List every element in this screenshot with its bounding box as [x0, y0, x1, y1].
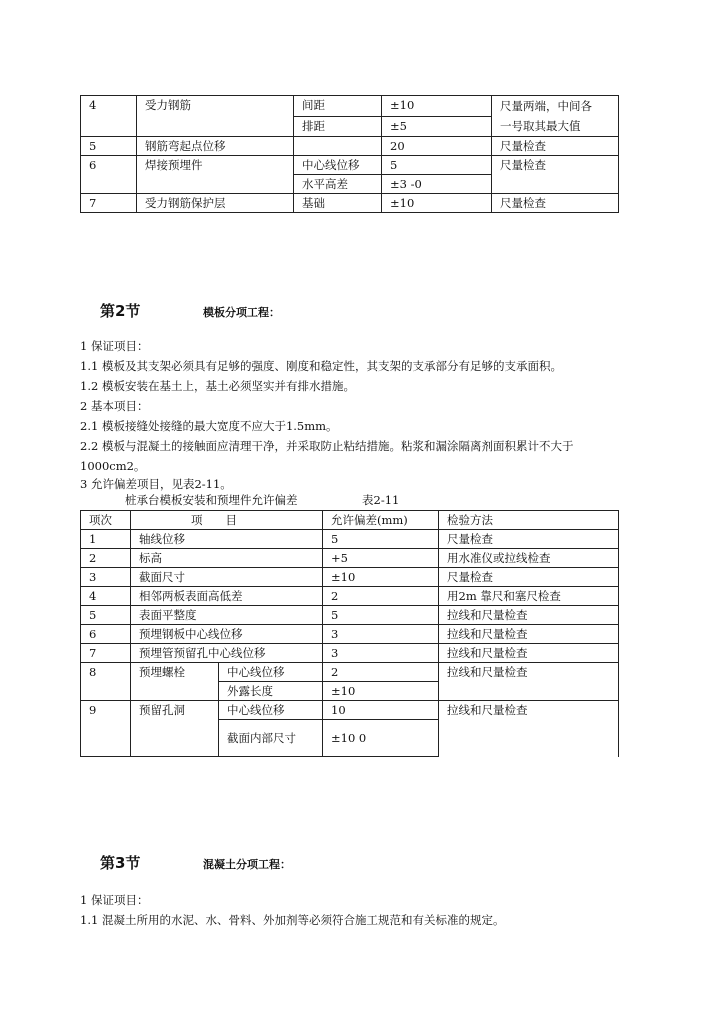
header-cell: 项次	[81, 511, 131, 530]
table-row	[81, 568, 619, 587]
method-line-2: 一号取其最大值	[500, 119, 581, 133]
header-cell: 项 目	[131, 511, 323, 530]
table-cell: 标高	[131, 549, 323, 568]
table-cell: 间距	[294, 96, 382, 117]
paragraph: 1 保证项目：	[80, 339, 149, 353]
table-cell: 7	[81, 644, 131, 663]
table-row	[81, 701, 619, 720]
table-cell: 用水准仪或拉线检查	[439, 549, 619, 568]
table-cell: 用2m 靠尺和塞尺检查	[439, 587, 619, 606]
table-cell: 5	[81, 606, 131, 625]
section-3-number: 第3节	[100, 854, 141, 872]
table-cell: 尺量检查	[492, 156, 619, 194]
table-cell: 6	[81, 625, 131, 644]
table-cell: 截面尺寸	[131, 568, 323, 587]
table-cell: 中心线位移	[294, 156, 382, 175]
paragraph: 3 允许偏差项目，见表2-11。	[80, 477, 232, 491]
table-cell: 截面内部尺寸	[219, 720, 323, 757]
table-cell: 5	[81, 137, 137, 156]
table-row	[81, 625, 619, 644]
table-cell: 6	[81, 156, 137, 194]
table-cell: 表面平整度	[131, 606, 323, 625]
table-cell: 7	[81, 194, 137, 213]
table-cell: 轴线位移	[131, 530, 323, 549]
table-cell: 5	[382, 156, 492, 175]
table-row	[81, 587, 619, 606]
table-header-row	[81, 511, 619, 530]
table-cell: 基础	[294, 194, 382, 213]
paragraph: 1 保证项目：	[80, 893, 149, 907]
table-cell: 预埋螺栓	[131, 663, 219, 701]
table-cell	[492, 96, 619, 137]
table-cell: 拉线和尺量检查	[439, 644, 619, 663]
table-cell: 尺量检查	[439, 530, 619, 549]
header-cell: 检验方法	[439, 511, 619, 530]
table-row	[81, 156, 619, 175]
table-cell: 预埋管预留孔中心线位移	[131, 644, 323, 663]
table-cell: ±10	[382, 194, 492, 213]
paragraph: 1.2 模板安装在基土上，基土必须坚实并有排水措施。	[80, 379, 355, 393]
steel-tolerance-table	[80, 95, 619, 213]
table-cell: 3	[323, 644, 439, 663]
paragraph: 2 基本项目：	[80, 399, 149, 413]
table-cell: 拉线和尺量检查	[439, 663, 619, 701]
table-caption-number: 表2-11	[362, 493, 400, 507]
paragraph: 2.1 模板接缝处接缝的最大宽度不应大于1.5mm。	[80, 419, 338, 433]
method-line-1: 尺量两端，中间各	[500, 99, 592, 113]
table-cell: 8	[81, 663, 131, 701]
paragraph: 1000cm2。	[80, 459, 146, 473]
header-cell: 允许偏差(mm)	[323, 511, 439, 530]
table-cell: ±10	[323, 682, 439, 701]
table-cell: 4	[81, 96, 137, 137]
table-cell: 20	[382, 137, 492, 156]
table-cell: 拉线和尺量检查	[439, 606, 619, 625]
table-cell: 5	[323, 606, 439, 625]
table-cell: +5	[323, 549, 439, 568]
table-row	[81, 96, 619, 117]
table-cell: 3	[323, 625, 439, 644]
table-cell: 焊接预埋件	[137, 156, 294, 194]
section-2-title: 模板分项工程：	[203, 306, 280, 319]
table-cell: 中心线位移	[219, 663, 323, 682]
table-cell: 5	[323, 530, 439, 549]
table-cell: 2	[323, 663, 439, 682]
table-row	[81, 530, 619, 549]
table-cell: 3	[81, 568, 131, 587]
table-cell: 尺量检查	[492, 194, 619, 213]
table-cell: 4	[81, 587, 131, 606]
table-cell: 1	[81, 530, 131, 549]
section-2-number: 第2节	[100, 302, 141, 320]
table-cell: 预留孔洞	[131, 701, 219, 757]
table-row	[81, 194, 619, 213]
table-cell: 排距	[294, 116, 382, 137]
table-cell: 尺量检查	[492, 137, 619, 156]
section-3-title: 混凝土分项工程：	[203, 858, 291, 871]
table-cell: 受力钢筋保护层	[137, 194, 294, 213]
table-cell: ±5	[382, 116, 492, 137]
table-cell: 拉线和尺量检查	[439, 701, 619, 757]
table-cell: 拉线和尺量检查	[439, 625, 619, 644]
paragraph: 1.1 模板及其支架必须具有足够的强度、刚度和稳定性，其支架的支承部分有足够的支承面积。	[80, 359, 562, 373]
table-row	[81, 549, 619, 568]
table-cell: 2	[81, 549, 131, 568]
table-row	[81, 606, 619, 625]
table-cell: 相邻两板表面高低差	[131, 587, 323, 606]
table-cell: 受力钢筋	[137, 96, 294, 137]
table-cell: 外露长度	[219, 682, 323, 701]
table-row	[81, 644, 619, 663]
paragraph: 1.1 混凝土所用的水泥、水、骨料、外加剂等必须符合施工规范和有关标准的规定。	[80, 913, 505, 927]
table-cell: ±10 0	[323, 720, 439, 757]
table-caption-title: 桩承台模板安装和预埋件允许偏差	[125, 493, 298, 507]
formwork-tolerance-table	[80, 510, 619, 757]
table-cell: 2	[323, 587, 439, 606]
table-cell	[294, 137, 382, 156]
paragraph: 2.2 模板与混凝土的接触面应清理干净，并采取防止粘结措施。粘浆和漏涂隔离剂面积累计不大于	[80, 439, 574, 453]
table-cell: 预埋钢板中心线位移	[131, 625, 323, 644]
table-cell: 水平高差	[294, 175, 382, 194]
table-cell: 尺量检查	[439, 568, 619, 587]
table-row	[81, 663, 619, 682]
table-cell: ±10	[382, 96, 492, 117]
table-cell: 中心线位移	[219, 701, 323, 720]
table-cell: ±3 -0	[382, 175, 492, 194]
table-cell: 9	[81, 701, 131, 757]
table-cell: 钢筋弯起点位移	[137, 137, 294, 156]
table-cell: ±10	[323, 568, 439, 587]
table-cell: 10	[323, 701, 439, 720]
table-row	[81, 137, 619, 156]
